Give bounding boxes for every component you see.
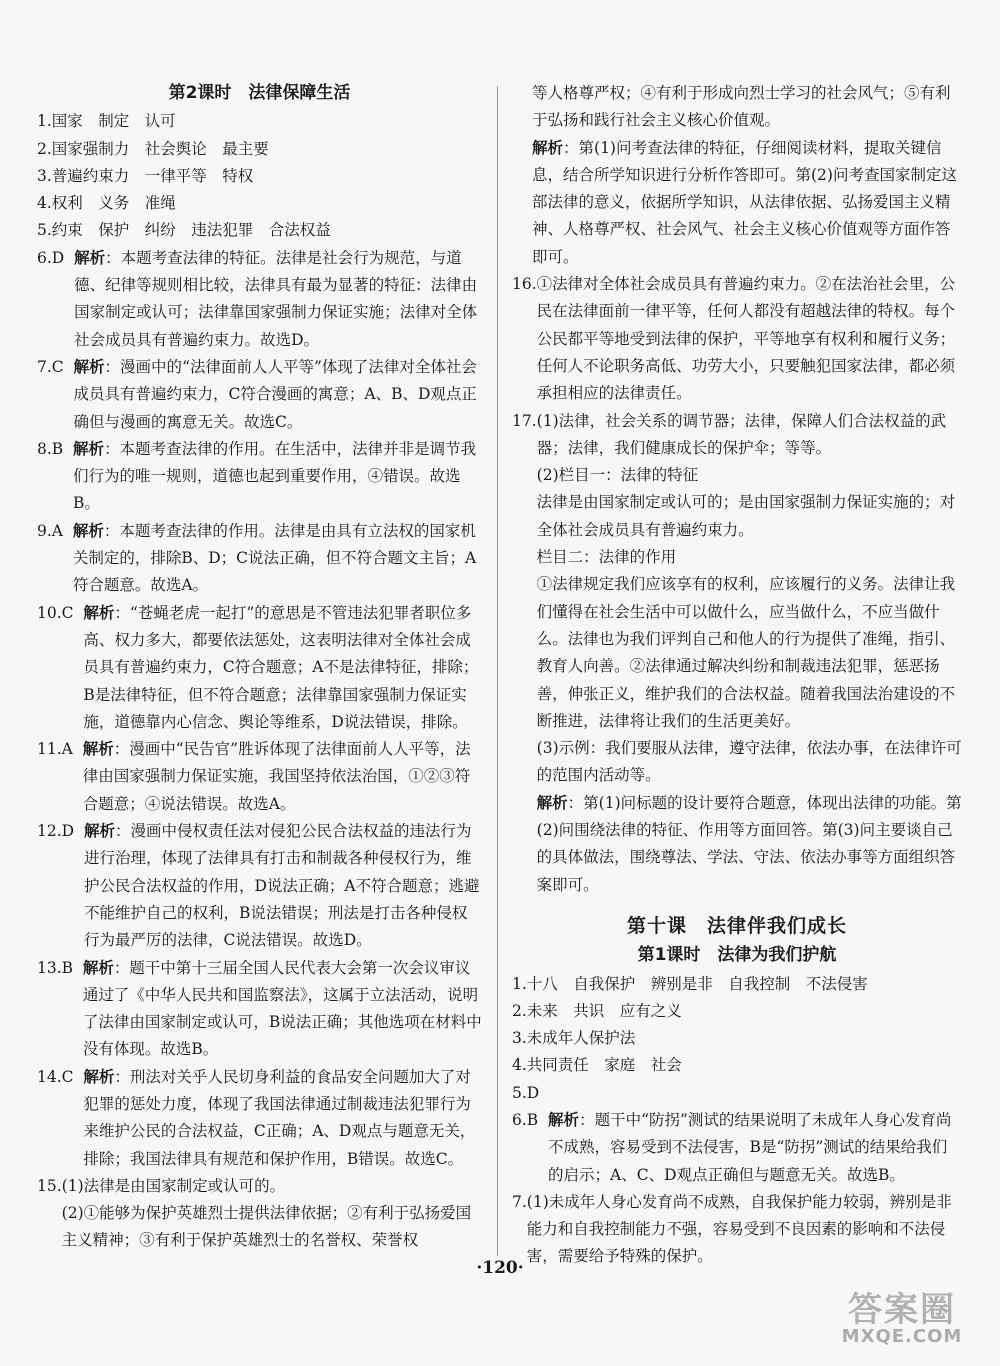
- answer-item: [37, 736, 482, 818]
- answer-item: [37, 245, 482, 354]
- analysis-keyword: 解析: [72, 521, 104, 540]
- column-divider: [497, 86, 498, 1256]
- answer-body: ：漫画中“民告官”胜诉体现了法律面前人人平等，法律由国家强制力保证实施，我国坚持依法治国，①②③符合题意；④说法错误。故选A。: [82, 740, 471, 813]
- watermark-sub: MXQE.COM: [841, 1326, 963, 1347]
- item-number: 8.B: [37, 439, 64, 458]
- item-number: 15.: [37, 1176, 62, 1195]
- analysis-text: ：第(1)问标题的设计要符合题意，体现出法律的功能。第(2)问围绕法律的特征、作用等方面回答。第(3)问主要谈自己的具体做法，围绕尊法、学法、守法、依法办事等方面组织答案即可。: [536, 793, 962, 894]
- analysis-keyword: 解析: [548, 1110, 580, 1129]
- answer-item: [37, 436, 482, 518]
- analysis-text: ：第(1)问考查法律的特征，仔细阅读材料，提取关键信息，结合所学知识进行分析作答即可。第(2)问考查国家制定这部法律的意义，依据所学知识，从法律依据、弘扬爱国主义精神、人格尊严权、社会风气、社会主义核心价值观等方面作答即可。: [532, 138, 957, 266]
- answer-item: [512, 998, 962, 1025]
- answer-item: [37, 600, 482, 736]
- analysis-keyword: 解析: [536, 793, 568, 812]
- analysis-keyword: 解析: [73, 357, 105, 376]
- answer-body: 普遍约束力 一律平等 特权: [51, 166, 254, 185]
- item-number: 3.: [512, 1029, 527, 1048]
- answer-body: ：题干中第十三届全国人民代表大会第一次会议审议通过了《中华人民共和国监察法》，这属于立法活动，说明了法律由国家制定或认可，B说法正确；其他选项在材料中没有体现。故选B。: [82, 958, 482, 1059]
- analysis-keyword: 解析: [73, 439, 105, 458]
- analysis-paragraph: [537, 790, 962, 899]
- item-number: 2.: [37, 139, 52, 158]
- analysis-paragraph: [532, 135, 962, 271]
- answer-text: [527, 998, 962, 1025]
- answer-text: [83, 955, 482, 1064]
- answer-body: ：“苍蝇老虎一起打”的意思是不管违法犯罪者职位多高、权力多大，都要依法惩处，这表明法律对全体社会成员具有普遍约束力，C符合题意；A不是法律特征，排除；B是法律特征，但不符合题意；法律靠国家强制力保证实施，道德靠内心信念、舆论等维系，D说法错误，排除。: [83, 603, 479, 731]
- answer-item: [37, 955, 482, 1064]
- answer-body: 权利 义务 准绳: [51, 194, 176, 213]
- answer-body: 共同责任 家庭 社会: [526, 1056, 682, 1075]
- item-number: 2.: [512, 1001, 527, 1020]
- item-number: 1.: [37, 112, 52, 131]
- answer-item: [37, 818, 482, 954]
- answer-text: [52, 163, 482, 190]
- answer-item: [37, 217, 482, 244]
- lesson-title: 第1课时 法律为我们护航: [637, 945, 837, 966]
- answer-text: [73, 436, 482, 518]
- answer-item: [37, 108, 482, 135]
- answer-item: [37, 136, 482, 163]
- analysis-keyword: 解析: [83, 1067, 115, 1086]
- answer-body: ：漫画中侵权责任法对侵犯公民合法权益的违法行为进行治理，体现了法律具有打击和制裁各种侵权行为，维护公民合法权益的作用，D说法正确；A不符合题意；逃避不能维护自己的权利，B说法错误；刑法是打击各种侵权行为最严厉的法律，C说法错误。故选D。: [83, 822, 480, 950]
- answer-body: (1)未成年人身心发育尚不成熟，自我保护能力较弱，辨别是非能力和自我控制能力不强，容易受到不良因素的影响和不法侵害，需要给予特殊的保护。: [526, 1192, 952, 1266]
- right-answer-list: [512, 971, 962, 1271]
- answer-body: ：漫画中的“法律面前人人平等”体现了法律对全体社会成员具有普遍约束力，C符合漫画的寓意；A、B、D观点正确但与漫画的寓意无关。故选C。: [73, 357, 477, 431]
- answer-text: [527, 1052, 962, 1079]
- answer-text: [74, 245, 482, 354]
- answer-text: [52, 108, 482, 135]
- answer-item: [37, 518, 482, 600]
- answer-paragraph: (2)①能够为保护英雄烈士提供法律依据；②有利于弘扬爱国主义精神；③有利于保护英雄烈士的名誉权、荣誉权: [61, 1204, 472, 1250]
- item-number: 7.C: [37, 357, 64, 376]
- item-number: 7.: [512, 1192, 527, 1211]
- answer-text: [52, 217, 482, 244]
- analysis-keyword: 解析: [74, 248, 106, 267]
- answer-body: ：题干中“防拐”测试的结果说明了未成年人身心发育尚不成熟，容易受到不法侵害，B是“防拐”测试的结果给我们的启示；A、C、D观点正确但与题意无关。故选B。: [548, 1110, 952, 1184]
- answer-item: [37, 354, 482, 436]
- analysis-keyword: 解析: [532, 138, 564, 157]
- answer-item-15: [37, 1173, 482, 1255]
- answer-body: 未成年人保护法: [526, 1029, 636, 1048]
- analysis-keyword: 解析: [83, 822, 115, 841]
- answer-text: [548, 1107, 962, 1189]
- item-number: 6.D: [37, 248, 65, 267]
- analysis-keyword: 解析: [83, 603, 115, 622]
- answer-paragraph: 栏目二：法律的作用: [536, 548, 677, 567]
- item-number: 17.: [512, 411, 537, 430]
- item-number: 6.B: [512, 1110, 539, 1129]
- answer-text: [83, 736, 482, 818]
- answer-text: [84, 818, 482, 954]
- answer-body: 未来 共识 应有之义: [526, 1001, 682, 1020]
- answer-body: 国家 制定 认可: [51, 112, 176, 131]
- answer-item: [37, 163, 482, 190]
- answer-15-continued: [512, 80, 962, 271]
- answer-item: [37, 190, 482, 217]
- answer-text: [527, 971, 962, 998]
- item-number: 11.A: [37, 740, 73, 759]
- analysis-keyword: 解析: [82, 740, 114, 759]
- answer-text: [83, 600, 482, 736]
- answer-text: [527, 1025, 962, 1052]
- watermark-main: 答案圈: [848, 1290, 956, 1330]
- left-column: [37, 80, 482, 1255]
- answer-body: ：本题考查法律的作用。法律是由具有立法权的国家机关制定的，排除B、D；C说法正确，但不符合题文主旨；A符合题意。故选A。: [72, 521, 477, 595]
- unit-title: 第十课 法律伴我们成长: [626, 914, 847, 937]
- answer-text: [527, 1080, 962, 1107]
- answer-item: [512, 1025, 962, 1052]
- item-number: 3.: [37, 166, 52, 185]
- answer-paragraph: (1)法律是由国家制定或认可的。: [61, 1176, 286, 1195]
- item-number: 4.: [512, 1056, 527, 1075]
- answer-item: [512, 1080, 962, 1107]
- item-number: 10.C: [37, 603, 74, 622]
- right-column: [512, 80, 962, 1271]
- answer-item-16: [512, 271, 962, 407]
- answer-text: [52, 136, 482, 163]
- answer-item: [37, 1064, 482, 1173]
- analysis-keyword: 解析: [82, 958, 114, 977]
- item-number: 14.C: [37, 1067, 74, 1086]
- item-number: 13.B: [37, 958, 74, 977]
- answer-body: ：本题考查法律的作用。在生活中，法律并非是调节我们行为的唯一规则，道德也起到重要作用，④错误。故选B。: [73, 439, 477, 513]
- item-number: 4.: [37, 194, 52, 213]
- answer-text: [52, 190, 482, 217]
- answer-body: 国家强制力 社会舆论 最主要: [51, 139, 269, 158]
- answer-paragraph: 等人格尊严权；④有利于形成向烈士学习的社会风气；⑤有利于弘扬和践行社会主义核心价值观。: [532, 84, 951, 130]
- answer-body: ：刑法对关乎人民切身利益的食品安全问题加大了对犯罪的惩处力度，体现了我国法律通过制裁违法犯罪行为来维护公民的合法权益，C正确；A、D观点与题意无关，排除；我国法律具有规范和保护作用，B错误。故选C。: [83, 1067, 476, 1168]
- answer-item-17: [512, 408, 962, 899]
- answer-item: [512, 971, 962, 998]
- answer-body: ：本题考查法律的特征。法律是社会行为规范，与道德、纪律等规则相比较，法律具有最为显著的特征：法律由国家制定或认可；法律靠国家强制力保证实施；法律对全体社会成员具有普遍约束力。故选D。: [74, 248, 478, 349]
- item-number: 16.: [512, 275, 537, 294]
- item-number: 1.: [512, 974, 527, 993]
- answer-paragraph: (2)栏目一：法律的特征: [536, 466, 699, 485]
- watermark-logo: [822, 1282, 982, 1352]
- page-number: ·120·: [476, 1258, 524, 1278]
- answer-paragraph: (3)示例：我们要服从法律，遵守法律，依法办事，在法律许可的范围内活动等。: [536, 739, 962, 785]
- answer-body: 约束 保护 纠纷 违法犯罪 合法权益: [51, 221, 331, 240]
- item-number: 9.A: [37, 521, 63, 540]
- answer-paragraph: (1)法律，社会关系的调节器；法律，保障人们合法权益的武器；法律，我们健康成长的保护伞；等等。: [536, 411, 947, 457]
- answer-text: ①法律对全体社会成员具有普遍约束力。②在法治社会里，公民在法律面前一律平等，任何人都没有超越法律的特权。每个公民都平等地受到法律的保护，平等地享有权利和履行义务；任何人不论职务高低、功劳大小，只要触犯国家法律，都必须承担相应的法律责任。: [536, 275, 956, 403]
- lesson-title: 第2课时 法律保障生活: [168, 83, 351, 103]
- answer-text: [83, 1064, 482, 1173]
- answer-paragraph: 法律是由国家制定或认可的；是由国家强制力保证实施的；对全体社会成员具有普遍约束力。: [536, 493, 956, 539]
- item-number: 5.: [37, 221, 52, 240]
- answer-paragraph: ①法律规定我们应该享有的权利，应该履行的义务。法律让我们懂得在社会生活中可以做什么，应当做什么，不应当做什么。法律也为我们评判自己和他人的行为提供了准绳，指引、教育人向善。②法律通过解决纠纷和制裁违法犯罪，惩恶扬善，伸张正义，维护我们的合法权益。随着我国法治建设的不断推进，法律将让我们的生活更美好。: [536, 575, 956, 730]
- answer-item: [512, 1052, 962, 1079]
- answer-body: D: [526, 1083, 540, 1102]
- answer-item: [512, 1107, 962, 1189]
- item-number: 5.: [512, 1083, 527, 1102]
- left-answer-list: [37, 108, 482, 1173]
- answer-text: [73, 518, 482, 600]
- item-number: 12.D: [37, 822, 75, 841]
- answer-text: [74, 354, 482, 436]
- answer-body: 十八 自我保护 辨别是非 自我控制 不法侵害: [526, 974, 868, 993]
